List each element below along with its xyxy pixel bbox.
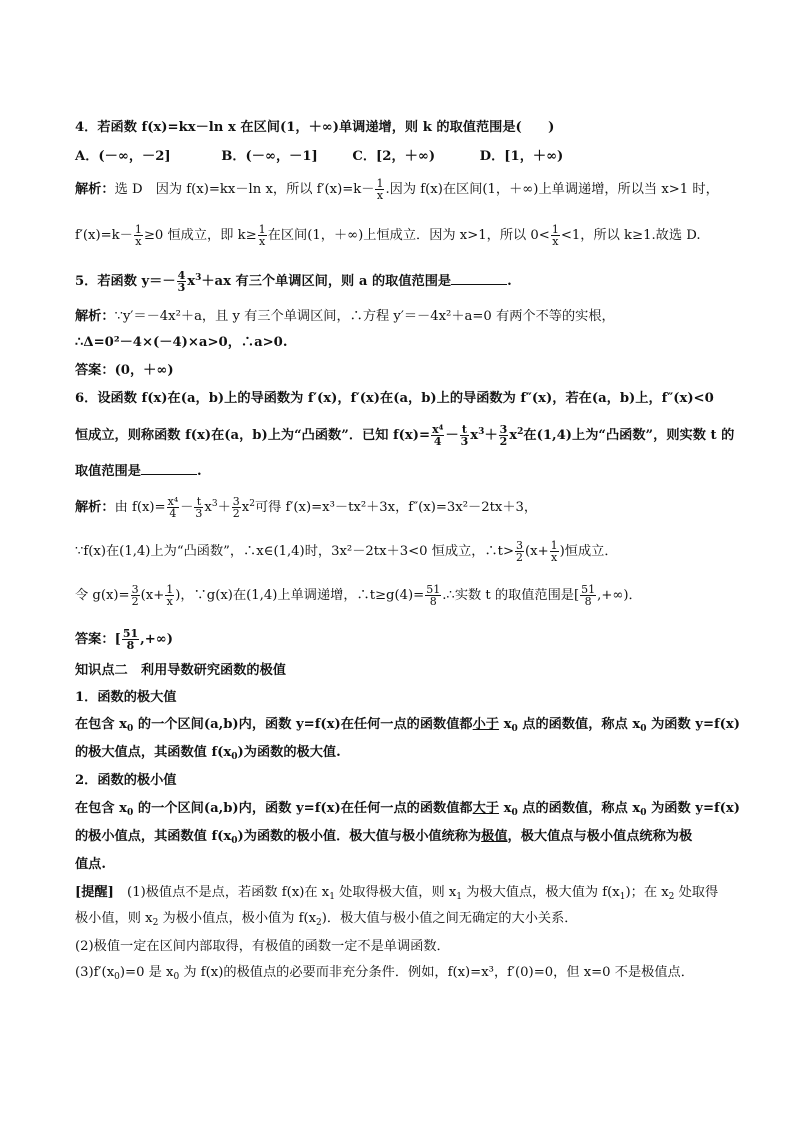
note-3: [75, 964, 694, 982]
q5-solution-line-1: [75, 308, 615, 326]
definition-text: ，极大值点与极小值点统称为极: [507, 829, 693, 844]
q4-option-a: A．(－∞，－2]: [75, 149, 171, 164]
q4-solution-text: 在区间(1，＋∞)上恒成立．因为 x>1，所以 0<: [267, 228, 550, 243]
reminder-label: [提醒]: [75, 885, 114, 900]
frac-num: 1: [376, 177, 384, 190]
q4-option-b: B．(－∞，－1]: [221, 149, 318, 164]
q6-answer-label: 答案：: [75, 632, 115, 647]
q4-solution-line-1: [75, 178, 719, 201]
frac-den: 4: [433, 435, 442, 448]
note-1-line-1: [75, 884, 718, 902]
underlined-term: 极值: [481, 829, 508, 844]
q5-solution-text: ∴Δ=0²－4×(－4)×a>0，∴a>0.: [75, 335, 288, 350]
note-text: (1)极值点不是点，若函数 f(x)在 x: [113, 885, 330, 900]
subscript: 0: [231, 752, 238, 762]
subheading-maximum: [75, 689, 177, 707]
subscript: 1: [619, 892, 626, 902]
q6-solution-line-3: [75, 584, 642, 607]
frac-den: 2: [232, 507, 240, 520]
frac-den: 2: [499, 435, 508, 448]
q6-solution-line-1: [75, 496, 537, 519]
subscript: 0: [640, 724, 647, 734]
fraction-t-over-3: [460, 424, 470, 447]
superscript: 3: [195, 273, 202, 283]
underlined-term: 小于: [472, 717, 499, 732]
q6-stem-text: 取值范围是: [75, 464, 141, 479]
subscript: 0: [511, 808, 518, 818]
maximum-definition-line-2: [75, 744, 341, 762]
note-2: [75, 938, 450, 956]
note-text: 处取得极大值，则 x: [334, 885, 457, 900]
frac-num: t: [460, 424, 470, 436]
frac-den: x: [376, 189, 384, 202]
q5-solution-line-2: [75, 334, 287, 352]
subscript: 0: [173, 972, 180, 982]
q6-stem-text: 6．设函数 f(x)在(a，b)上的导函数为 f′(x)，f′(x)在(a，b)上的导函数为 f″(x)，若在(a，b)上，f″(x)<0: [75, 391, 714, 406]
q6-solution-text: 可得 f′(x)=x³－tx²＋3x，f″(x)=3x²－2tx＋3，: [254, 500, 538, 515]
definition-text: 为函数 y=f(x): [646, 801, 741, 816]
fraction-51-over-8: [425, 584, 441, 607]
q5-stem-text: x: [187, 274, 196, 289]
q5-stem-text: 5．若函数 y＝－: [75, 274, 176, 289]
frac-den: x: [166, 595, 173, 608]
q6-solution-text: (x+: [525, 544, 549, 559]
q6-stem-text: 在(1,4)上为“凸函数”，则实数 t 的: [523, 428, 735, 443]
fraction-t-over-3: [194, 496, 203, 519]
definition-text: 点的函数值，称点 x: [517, 801, 641, 816]
frac-num: 51: [426, 583, 441, 596]
fraction-3-over-2: [515, 540, 524, 563]
frac-num: 1: [166, 583, 174, 596]
fraction-1-over-x: [375, 178, 384, 201]
frac-den: 2: [516, 551, 524, 564]
q4-stem-text: 4．若函数 f(x)=kx－ln x 在区间(1，＋∞)单调递增，则 k 的取值范围是( ): [75, 120, 555, 135]
q6-solution-text: ∵f(x)在(1,4)上为“凸函数”，∴x∈(1,4)时，3x²－2tx＋3<0 恒成立，∴t>: [75, 544, 515, 559]
note-text: 为极大值点，极大值为 f(x: [462, 885, 620, 900]
note-text: )．极大值与极小值之间无确定的大小关系．: [321, 911, 578, 926]
note-text: 处取得: [674, 885, 719, 900]
frac-den: x: [551, 551, 558, 564]
maximum-definition-line-1: [75, 716, 740, 734]
minimum-definition-line-3: [75, 856, 106, 874]
q6-stem-text: ＋: [484, 428, 498, 443]
note-text: (3)f′(x: [75, 965, 115, 980]
definition-text: 为函数 y=f(x): [646, 717, 741, 732]
q5-answer: [75, 362, 174, 380]
fraction-1-over-x: [550, 540, 559, 563]
fraction-1-over-x: [258, 224, 267, 247]
q4-option-c: C．[2，＋∞): [352, 149, 436, 164]
definition-text: 的一个区间(a,b)内，函数 y=f(x)在任何一点的函数值都: [133, 717, 473, 732]
definition-text: )为函数的极大值.: [237, 745, 341, 760]
q5-stem: [75, 270, 512, 293]
frac-num: 1: [134, 223, 142, 236]
q6-solution-line-2: [75, 540, 618, 563]
frac-num: 1: [550, 539, 558, 552]
q6-answer-value: [: [114, 632, 121, 647]
definition-text: x: [498, 717, 512, 732]
frac-num: 4: [177, 269, 186, 282]
q6-solution-text: )，∵g(x)在(1,4)上单调递增，∴t≥g(4)=: [175, 588, 425, 603]
frac-num: x⁴: [167, 495, 179, 508]
subscript: 1: [329, 892, 335, 902]
fraction-3-over-2: [499, 424, 509, 447]
fraction-1-over-x: [134, 224, 143, 247]
q6-solution-text: 令 g(x)=: [75, 588, 130, 603]
q4-option-d: D．[1，＋∞): [479, 149, 564, 164]
note-text: )；在 x: [625, 885, 669, 900]
q6-answer-value: ,+∞): [140, 632, 173, 647]
frac-den: 2: [131, 595, 139, 608]
subscript: 2: [152, 918, 159, 928]
fraction-51-over-8: [580, 584, 596, 607]
q6-stem-text: －: [445, 428, 459, 443]
fraction-1-over-x: [165, 584, 174, 607]
q4-stem: [75, 119, 554, 137]
q6-solution-text: .∴实数 t 的取值范围是[: [442, 588, 580, 603]
frac-den: x: [135, 235, 142, 248]
q6-solution-text: －: [180, 500, 194, 515]
frac-num: 51: [122, 627, 139, 640]
q6-stem-text: x: [470, 428, 479, 443]
definition-text: 的极大值点，其函数值 f(x: [75, 745, 232, 760]
fraction-1-over-x: [551, 224, 560, 247]
frac-den: 8: [429, 595, 437, 608]
q4-solution-text: ≥0 恒成立，即 k≥: [143, 228, 257, 243]
answer-blank: [451, 272, 507, 285]
q4-solution-text: 选 D 因为 f(x)=kx－ln x，所以 f′(x)=k－: [114, 182, 375, 197]
q6-stem-line-2: [75, 424, 734, 447]
q4-options: [75, 148, 563, 166]
frac-num: 3: [499, 423, 508, 436]
q5-solution-label: 解析：: [75, 309, 115, 324]
definition-text: )为函数的极小值．极大值与极小值统称为: [237, 829, 482, 844]
fraction-4-over-3: [177, 270, 187, 293]
subscript: 0: [127, 808, 134, 818]
minimum-definition-line-2: [75, 828, 692, 846]
note-1-line-2: [75, 910, 578, 928]
q4-solution-text: <1，所以 k≥1.故选 D.: [560, 228, 701, 243]
frac-den: 3: [177, 281, 186, 294]
q6-solution-text: (x+: [140, 588, 165, 603]
subscript: 0: [114, 972, 120, 982]
q6-solution-label: 解析：: [75, 500, 115, 515]
subscript: 1: [456, 892, 463, 902]
subheading-minimum: [75, 772, 177, 790]
minimum-definition-line-1: [75, 800, 740, 818]
q4-solution-line-2: [75, 224, 701, 247]
superscript: 3: [211, 499, 218, 509]
section-title: [75, 662, 286, 680]
frac-den: 3: [195, 507, 203, 520]
note-text: )=0 是 x: [119, 965, 174, 980]
frac-den: 3: [460, 435, 469, 448]
superscript: 3: [478, 427, 485, 437]
frac-num: 51: [581, 583, 596, 596]
q6-solution-text: 由 f(x)=: [114, 500, 166, 515]
definition-text: 的一个区间(a,b)内，函数 y=f(x)在任何一点的函数值都: [133, 801, 473, 816]
frac-den: x: [259, 235, 266, 248]
q6-stem-text: x: [509, 428, 518, 443]
q6-solution-text: x: [241, 500, 250, 515]
frac-den: x: [552, 235, 559, 248]
q4-solution-text: f′(x)=k－: [75, 228, 133, 243]
q5-stem-text: ＋ax 有三个单调区间，则 a 的取值范围是: [201, 274, 452, 289]
definition-text: 在包含 x: [75, 717, 128, 732]
underlined-term: 大于: [472, 801, 499, 816]
definition-text: 点的函数值，称点 x: [517, 717, 641, 732]
definition-text: 在包含 x: [75, 801, 128, 816]
definition-text: x: [498, 801, 512, 816]
superscript: 2: [249, 499, 255, 509]
q6-stem-line-1: [75, 390, 714, 408]
fraction-x4-over-4: [431, 424, 444, 447]
fraction-x4-over-4: [167, 496, 180, 519]
superscript: 2: [517, 427, 524, 437]
subscript: 0: [511, 724, 518, 734]
q4-solution-text: .因为 f(x)在区间(1，＋∞)上单调递增，所以当 x>1 时，: [385, 182, 719, 197]
q6-stem-text: .: [196, 464, 202, 479]
q6-answer: [75, 628, 173, 651]
definition-text: 值点.: [75, 857, 106, 872]
frac-num: 3: [131, 583, 139, 596]
note-text: 为 f(x)的极值点的必要而非充分条件．例如，f(x)=x³，f′(0)=0，但 x=0 不是极值点．: [179, 965, 694, 980]
frac-num: t: [194, 496, 203, 508]
q5-stem-text: .: [507, 274, 512, 289]
frac-num: 1: [551, 223, 559, 236]
subscript: 0: [640, 808, 647, 818]
subscript: 0: [127, 724, 134, 734]
section-title-text: 知识点二 利用导数研究函数的极值: [75, 663, 286, 678]
q5-answer-label: 答案：: [75, 363, 115, 378]
q6-solution-text: )恒成立．: [559, 544, 618, 559]
frac-den: 8: [584, 595, 592, 608]
q6-solution-text: x: [204, 500, 212, 515]
subscript: 2: [316, 918, 322, 928]
q4-solution-label: 解析：: [75, 182, 115, 197]
fraction-51-over-8: [122, 628, 139, 651]
q6-solution-text: ,+∞)．: [597, 588, 642, 603]
subheading-text: 2．函数的极小值: [75, 773, 177, 788]
q5-answer-value: (0，＋∞): [114, 363, 174, 378]
fraction-3-over-2: [131, 584, 140, 607]
note-text: (2)极值一定在区间内部取得，有极值的函数一定不是单调函数．: [75, 939, 450, 954]
note-text: 为极小值点，极小值为 f(x: [158, 911, 317, 926]
definition-text: 的极小值点，其函数值 f(x: [75, 829, 232, 844]
frac-num: 1: [258, 223, 266, 236]
frac-num: 3: [516, 539, 524, 552]
q6-stem-line-3: [75, 462, 202, 481]
frac-num: 3: [232, 495, 240, 508]
subscript: 0: [231, 836, 238, 846]
q6-stem-text: 恒成立，则称函数 f(x)在(a，b)上为“凸函数”．已知 f(x)=: [75, 428, 431, 443]
subscript: 2: [668, 892, 675, 902]
frac-den: 8: [126, 639, 135, 652]
q5-solution-text: ∵y′＝－4x²＋a，且 y 有三个单调区间，∴方程 y′＝－4x²＋a=0 有两个不等的实根，: [114, 309, 615, 324]
frac-den: 4: [169, 507, 177, 520]
frac-num: x⁴: [432, 423, 444, 436]
q6-solution-text: ＋: [217, 500, 231, 515]
fraction-3-over-2: [232, 496, 241, 519]
subheading-text: 1．函数的极大值: [75, 690, 177, 705]
answer-blank: [141, 462, 197, 475]
note-text: 极小值，则 x: [75, 911, 153, 926]
